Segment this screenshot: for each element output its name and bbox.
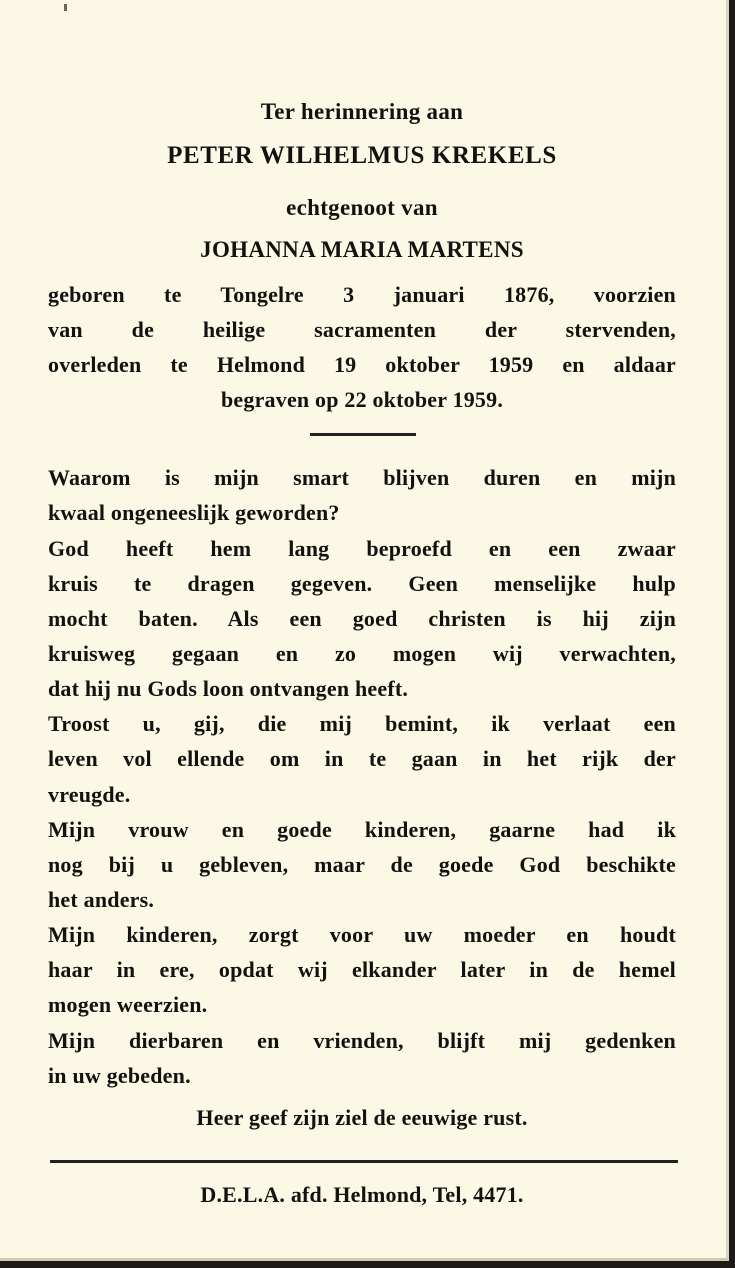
text-line: mocht baten. Als een goed christen is hij zijn — [48, 606, 676, 631]
bio-line: geboren te Tongelre 3 januari 1876, voorzien — [48, 282, 676, 307]
text-line: nog bij u gebleven, maar de goede God beschikte — [48, 852, 676, 877]
text-line: kwaal ongeneeslijk geworden? — [48, 500, 340, 525]
text-line: mogen weerzien. — [48, 992, 208, 1017]
print-speck — [64, 4, 67, 11]
text-line: Mijn kinderen, zorgt voor uw moeder en houdt — [48, 922, 676, 947]
text-line: haar in ere, opdat wij elkander later in de hemel — [48, 957, 676, 982]
text-line: in uw gebeden. — [48, 1063, 191, 1088]
text-line: Troost u, gij, die mij bemint, ik verlaat een — [48, 711, 676, 736]
intro-line: Ter herinnering aan — [260, 99, 464, 124]
text-line: kruis te dragen gegeven. Geen menselijke hulp — [48, 571, 676, 596]
text-line: het anders. — [48, 887, 155, 912]
text-line: vreugde. — [48, 782, 131, 807]
bio-line: overleden te Helmond 19 oktober 1959 en aldaar — [48, 352, 676, 377]
deceased-name: PETER WILHELMUS KREKELS — [167, 142, 557, 169]
text-line: God heeft hem lang beproefd en een zwaar — [48, 536, 676, 561]
publisher-footer: D.E.L.A. afd. Helmond, Tel, 4471. — [200, 1182, 524, 1207]
text-line: leven vol ellende om in te gaan in het rijk der — [48, 746, 676, 771]
bio-line: van de heilige sacramenten der stervenden, — [48, 317, 676, 342]
text-line: Waarom is mijn smart blijven duren en mijn — [48, 465, 676, 490]
text-line: kruisweg gegaan en zo mogen wij verwachten, — [48, 641, 676, 666]
spouse-name: JOHANNA MARIA MARTENS — [200, 237, 524, 262]
closing-prayer: Heer geef zijn ziel de eeuwige rust. — [196, 1105, 528, 1130]
text-line: dat hij nu Gods loon ontvangen heeft. — [48, 676, 409, 701]
text-line: Mijn dierbaren en vrienden, blijft mij gedenken — [48, 1028, 676, 1053]
relation-line: echtgenoot van — [286, 195, 438, 220]
long-divider — [50, 1160, 678, 1163]
short-divider — [310, 433, 416, 436]
bio-line: begraven op 22 oktober 1959. — [220, 387, 504, 412]
text-line: Mijn vrouw en goede kinderen, gaarne had ik — [48, 817, 676, 842]
